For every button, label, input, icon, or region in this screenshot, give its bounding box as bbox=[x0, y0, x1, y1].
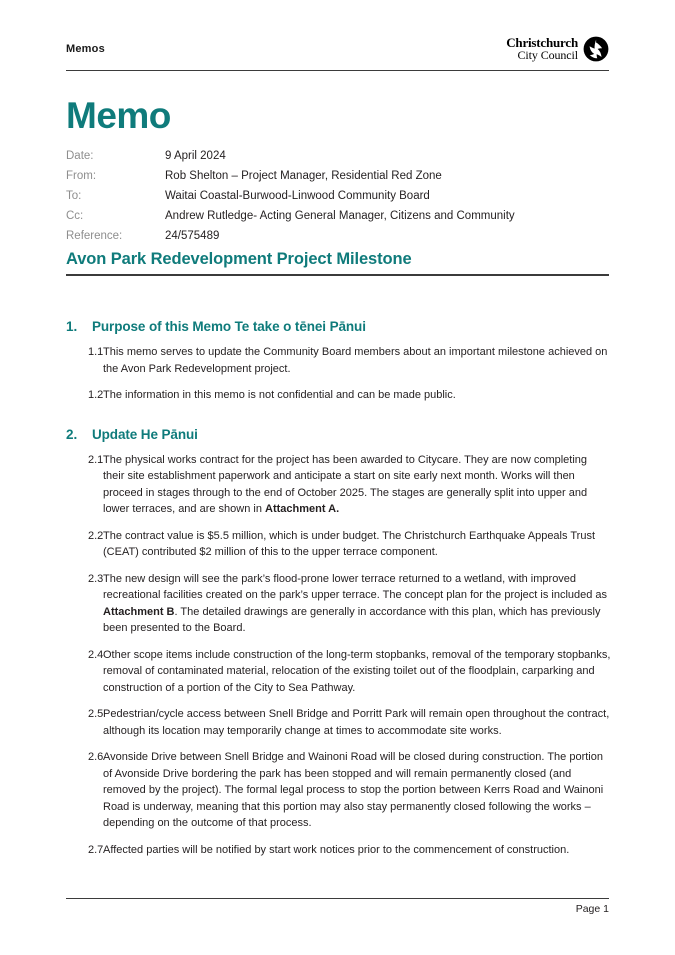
document-header bbox=[66, 36, 609, 62]
clause-number: 2.5 bbox=[88, 708, 104, 720]
clause-number: 1.1 bbox=[88, 346, 104, 358]
council-emblem-icon bbox=[583, 36, 609, 62]
clause-text bbox=[103, 571, 611, 637]
running-header-title: Memos bbox=[66, 43, 105, 55]
clause-number: 2.6 bbox=[88, 751, 104, 763]
section-number: 2. bbox=[66, 426, 78, 442]
council-logo-line1: Christchurch bbox=[506, 35, 578, 50]
section-title: Purpose of this Memo Te take o tēnei Pānui bbox=[92, 319, 366, 334]
clause-1-2 bbox=[66, 387, 611, 404]
metadata-label-to: To: bbox=[66, 190, 82, 202]
section-update bbox=[66, 426, 611, 859]
metadata-label-from: From: bbox=[66, 170, 97, 182]
section-title: Update He Pānui bbox=[92, 426, 198, 442]
clause-number: 2.3 bbox=[88, 572, 104, 585]
section-heading bbox=[66, 318, 611, 335]
clause-text: Other scope items include construction of the long-term stopbanks, removal of the temporary stopbanks, removal of contaminated material, relocation of the existing toilet out of the floodplain, carparking and construction of a portion of the City to Sea Pathway. bbox=[103, 648, 611, 694]
footer-divider bbox=[66, 898, 609, 899]
council-logo-wordmark bbox=[506, 37, 578, 61]
metadata-value-reference: 24/575489 bbox=[165, 230, 220, 242]
metadata-value-to: Waitai Coastal-Burwood-Linwood Community Board bbox=[165, 190, 430, 202]
memo-body bbox=[66, 318, 611, 868]
header-divider bbox=[66, 70, 609, 71]
clause-number: 2.4 bbox=[88, 648, 104, 661]
section-purpose bbox=[66, 318, 611, 404]
clause-1-1 bbox=[66, 344, 611, 377]
clause-text: Affected parties will be notified by start work notices prior to the commencement of construction. bbox=[103, 843, 570, 856]
memo-metadata bbox=[66, 146, 609, 246]
clause-text-emphasis: Attachment B bbox=[103, 605, 175, 618]
clause-text: The information in this memo is not confidential and can be made public. bbox=[103, 389, 456, 401]
clause-text-lead: The new design will see the park’s flood-prone lower terrace returned to a wetland, with improved recreational facilities created on the park’s upper terrace. The concept plan for the project is included as bbox=[103, 572, 608, 601]
clause-text: Pedestrian/cycle access between Snell Bridge and Porritt Park will remain open throughout the contract, although its location may temporarily change at times to accommodate site works. bbox=[103, 708, 610, 737]
section-number: 1. bbox=[66, 319, 78, 334]
metadata-label-reference: Reference: bbox=[66, 230, 123, 242]
clause-2-1 bbox=[66, 452, 611, 518]
clause-2-7 bbox=[66, 842, 611, 859]
clause-text bbox=[103, 452, 611, 518]
clause-text-emphasis: Attachment A. bbox=[265, 503, 340, 515]
clause-2-4 bbox=[66, 647, 611, 697]
clause-text: The contract value is $5.5 million, which is under budget. The Christchurch Earthquake Appeals Trust (CEAT) contributed $2 million of this to the upper terrace component. bbox=[103, 529, 596, 558]
metadata-value-cc: Andrew Rutledge- Acting General Manager, Citizens and Community bbox=[165, 210, 515, 222]
clause-text: Avonside Drive between Snell Bridge and Wainoni Road will be closed during construction. The portion of Avonside Drive bordering the park has been stopped and will remain permanently closed (and removed by the project). The formal legal process to stop the portion between Kerrs Road and Wainoni Road is underway, meaning that this portion may also stay permanently closed following the works – depending on the outcome of that process. bbox=[103, 751, 604, 829]
memo-heading: Memo bbox=[66, 95, 171, 136]
subject-divider bbox=[66, 274, 609, 276]
metadata-row-from bbox=[66, 166, 609, 186]
clause-2-3 bbox=[66, 571, 611, 637]
clause-text: This memo serves to update the Community Board members about an important milestone achieved on the Avon Park Redevelopment project. bbox=[103, 346, 608, 375]
metadata-label-cc: Cc: bbox=[66, 210, 84, 222]
page-number: Page 1 bbox=[575, 903, 609, 915]
metadata-value-from: Rob Shelton – Project Manager, Residential Red Zone bbox=[165, 170, 442, 182]
clause-2-2 bbox=[66, 528, 611, 561]
metadata-row-date bbox=[66, 146, 609, 166]
clause-text-lead: The physical works contract for the project has been awarded to Citycare. They are now completing their site establishment paperwork and anticipate a start on site early next month. Works will then proceed in stages through to the end of October 2025. The stages are generally split into upper and lower terraces, and are shown in bbox=[103, 453, 588, 515]
clause-number: 2.7 bbox=[88, 843, 104, 856]
section-spacer bbox=[66, 414, 611, 426]
clause-text-tail: . The detailed drawings are generally in accordance with this plan, which has previously been presented to the Board. bbox=[103, 605, 601, 634]
clause-2-5 bbox=[66, 706, 611, 739]
metadata-row-reference bbox=[66, 226, 609, 246]
clause-number: 1.2 bbox=[88, 389, 104, 401]
section-heading bbox=[66, 426, 611, 443]
council-logo bbox=[506, 36, 609, 62]
memo-subject-title: Avon Park Redevelopment Project Milestone bbox=[66, 250, 412, 268]
metadata-value-date: 9 April 2024 bbox=[165, 150, 226, 162]
metadata-label-date: Date: bbox=[66, 150, 94, 162]
clause-number: 2.2 bbox=[88, 529, 104, 542]
metadata-row-cc bbox=[66, 206, 609, 226]
metadata-row-to bbox=[66, 186, 609, 206]
clause-2-6 bbox=[66, 749, 611, 832]
clause-number: 2.1 bbox=[88, 453, 104, 466]
council-logo-line2: City Council bbox=[517, 48, 578, 62]
